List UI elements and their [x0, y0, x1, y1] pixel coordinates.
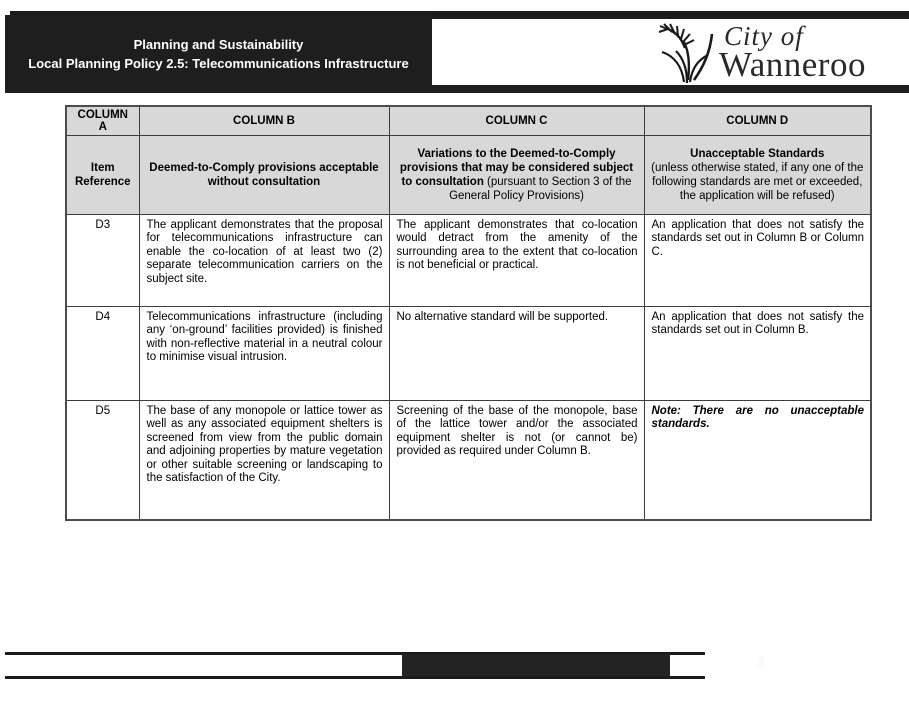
- logo-city-of-text: City of: [724, 21, 804, 51]
- policy-title-banner: [5, 15, 432, 93]
- table-row-d4: [66, 307, 871, 401]
- item-reference-label: Item Reference: [74, 162, 131, 188]
- d3-column-d-cell: An application that does not satisfy the standards set out in Column B or Column C.: [644, 215, 871, 307]
- d3-column-c-cell: The applicant demonstrates that co-location would detract from the amenity of the surrounding area to the extent that co-location is not beneficial or practical.: [389, 215, 644, 307]
- d4-column-d-cell: An application that does not satisfy the standards set out in Column B.: [644, 307, 871, 401]
- column-a-header: COLUMN A: [66, 106, 139, 136]
- department-title: Planning and Sustainability: [133, 37, 304, 52]
- item-ref-d3: D3: [66, 215, 139, 307]
- column-d-header: COLUMN D: [644, 106, 871, 136]
- d4-column-b-cell: Telecommunications infrastructure (including any ‘on-ground’ facilities provided) is finished with non-reflective material in a neutral colour to minimise visual intrusion.: [139, 307, 389, 401]
- unacceptable-standards-note: (unless otherwise stated, if any one of the following standards are met or exceeded, the application will be refused): [651, 162, 864, 202]
- logo-wanneroo-text: Wanneroo: [719, 45, 866, 84]
- table-row-d3: [66, 215, 871, 307]
- unacceptable-standards-label: Unacceptable Standards: [690, 148, 825, 160]
- column-description-header-row: [66, 136, 871, 215]
- policy-title: Local Planning Policy 2.5: Telecommunications Infrastructure: [28, 56, 409, 71]
- item-reference-header: [66, 136, 139, 215]
- unacceptable-standards-header: [644, 136, 871, 215]
- variations-label-normal: (pursuant to Section 3 of the General Policy Provisions): [449, 176, 632, 202]
- logo-panel: [432, 19, 909, 85]
- deemed-to-comply-label: Deemed-to-Comply provisions acceptable without consultation: [149, 162, 379, 188]
- wanneroo-plant-logo-icon: [654, 22, 722, 89]
- footer-bottom-rule: [5, 676, 705, 679]
- column-c-header: COLUMN C: [389, 106, 644, 136]
- policy-provisions-table: [65, 105, 872, 521]
- header-bottom-rule: [432, 85, 909, 93]
- item-ref-d4: D4: [66, 307, 139, 401]
- deemed-to-comply-header: [139, 136, 389, 215]
- column-b-header: COLUMN B: [139, 106, 389, 136]
- variations-label-bold: Variations to the Deemed-to-Comply provisions that may be considered subject to consultation: [399, 148, 634, 188]
- item-ref-d5: D5: [66, 401, 139, 520]
- d4-column-c-cell: No alternative standard will be supported.: [389, 307, 644, 401]
- d5-column-b-cell: The base of any monopole or lattice tower as well as any associated equipment shelters is screened from view from the public domain and adjoining properties by mature vegetation or other suitable screening or landscaping to the satisfaction of the City.: [139, 401, 389, 520]
- page-number: 3: [756, 654, 765, 671]
- d5-column-d-note-cell: Note: There are no unacceptable standards.: [644, 401, 871, 520]
- column-letter-header-row: [66, 106, 871, 136]
- d5-column-c-cell: Screening of the base of the monopole, base of the lattice tower and/or the associated equipment shelter is not (or cannot be) provided as required under Column B.: [389, 401, 644, 520]
- variations-header: [389, 136, 644, 215]
- table-row-d5: [66, 401, 871, 520]
- d3-column-b-cell: The applicant demonstrates that the proposal for telecommunications infrastructure can enable the co-location of at least two (2) separate telecommunication carriers on the subject site.: [139, 215, 389, 307]
